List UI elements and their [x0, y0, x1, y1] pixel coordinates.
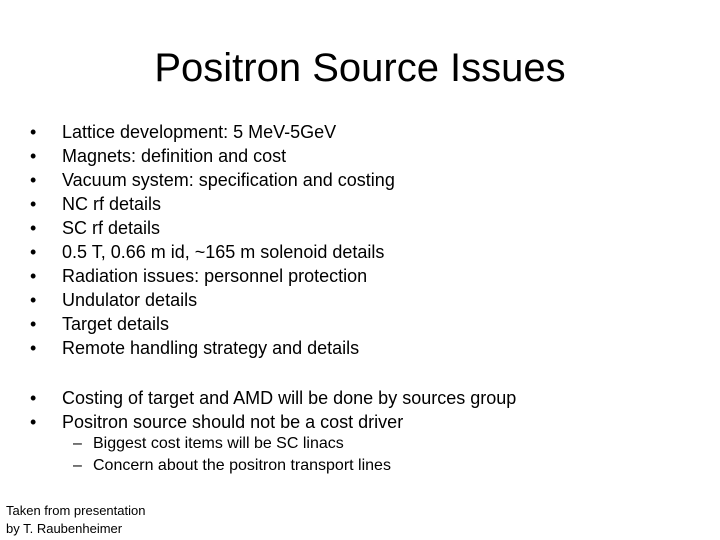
list-item-text: Positron source should not be a cost driver — [62, 412, 404, 432]
slide-title: Positron Source Issues — [154, 46, 566, 90]
bullet-icon: • — [30, 242, 37, 262]
list-item-text: SC rf details — [62, 218, 161, 238]
list-item — [30, 120, 395, 144]
list-item — [30, 386, 516, 410]
list-item-text: Undulator details — [62, 290, 198, 310]
list-item-text: 0.5 T, 0.66 m id, ~165 m solenoid details — [62, 242, 385, 262]
bullet-icon: • — [30, 194, 37, 214]
costing-list — [30, 386, 516, 434]
bullet-icon: • — [30, 218, 37, 238]
list-item-text: Remote handling strategy and details — [62, 338, 360, 358]
bullet-icon: • — [30, 290, 37, 310]
credit-line: by T. Raubenheimer — [6, 521, 123, 536]
list-item — [30, 264, 395, 288]
list-item-text: Target details — [62, 314, 170, 334]
cost-sublist — [73, 433, 391, 477]
bullet-icon: • — [30, 412, 37, 432]
list-item — [30, 192, 395, 216]
bullet-icon: • — [30, 170, 37, 190]
bullet-icon: • — [30, 338, 37, 358]
dash-icon: – — [73, 457, 82, 474]
sublist-item — [73, 433, 391, 455]
issues-list — [30, 120, 395, 360]
bullet-icon: • — [30, 388, 37, 408]
sublist-item-text: Biggest cost items will be SC linacs — [93, 435, 344, 452]
list-item-text: Lattice development: 5 MeV-5GeV — [62, 122, 337, 142]
bullet-icon: • — [30, 266, 37, 286]
credit-note — [6, 502, 145, 538]
bullet-icon: • — [30, 146, 37, 166]
bullet-icon: • — [30, 122, 37, 142]
sublist-item-text: Concern about the positron transport lines — [93, 457, 391, 474]
list-item-text: Costing of target and AMD will be done by sources group — [62, 388, 517, 408]
list-item-text: Magnets: definition and cost — [62, 146, 287, 166]
list-item — [30, 168, 395, 192]
list-item — [30, 144, 395, 168]
list-item-text: NC rf details — [62, 194, 162, 214]
list-item — [30, 336, 395, 360]
credit-line: Taken from presentation — [6, 503, 146, 518]
list-item — [30, 288, 395, 312]
list-item — [30, 312, 395, 336]
sublist-item — [73, 455, 391, 477]
list-item-text: Vacuum system: specification and costing — [62, 170, 395, 190]
bullet-icon: • — [30, 314, 37, 334]
list-item — [30, 216, 395, 240]
list-item — [30, 240, 395, 264]
list-item-text: Radiation issues: personnel protection — [62, 266, 368, 286]
dash-icon: – — [73, 435, 82, 452]
list-item — [30, 410, 516, 434]
